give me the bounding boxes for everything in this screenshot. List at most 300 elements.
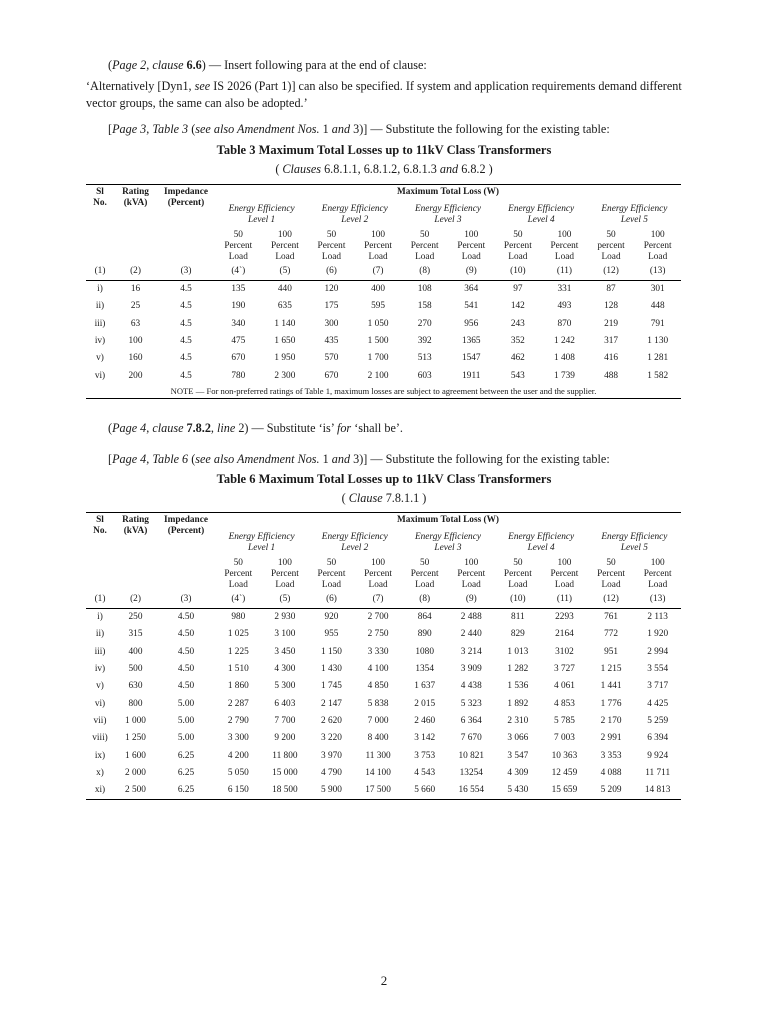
table-cell: 3 066 [507, 733, 529, 744]
table-cell: iv) [94, 336, 106, 347]
table-cell: 7 670 [460, 733, 482, 744]
table-cell: 12 459 [551, 767, 578, 778]
table-row [86, 678, 681, 695]
amendment-page4-clause782: (Page 4, clause 7.8.2, line 2) — Substitute ‘is’ for ‘shall be’. [108, 421, 403, 435]
table-cell: 4 200 [227, 750, 249, 761]
table6 [86, 512, 681, 800]
table-cell: 4.5 [180, 284, 192, 295]
column-number-row [86, 263, 681, 281]
table-cell: 2293 [555, 612, 574, 623]
table-cell: 493 [557, 301, 572, 312]
table-cell: 2 994 [647, 646, 669, 657]
table-cell: 301 [650, 284, 665, 295]
table-cell: 9 924 [647, 750, 669, 761]
column-number-cell: (9) [448, 591, 495, 609]
column-number-cell: (7) [355, 263, 402, 281]
table-cell: 1 050 [367, 318, 389, 329]
col-rating-header: Rating (kVA) [114, 513, 157, 592]
table-cell: 87 [606, 284, 616, 295]
table-cell: 4 088 [600, 767, 622, 778]
table-cell: 1 408 [553, 353, 575, 364]
table-cell: 1 650 [274, 336, 296, 347]
table-cell: 6.25 [177, 767, 195, 778]
table-note: NOTE — For non-preferred ratings of Table 1, maximum losses are subject to agreement between the user and the supplier. [86, 385, 681, 399]
table-cell: 3 214 [460, 646, 482, 657]
energy-efficiency-level-5: Energy Efficiency Level 5 [601, 532, 668, 553]
table-cell: 317 [604, 336, 619, 347]
table-cell: 4.5 [180, 301, 192, 312]
load-header-cell: 50 Percent Load [317, 230, 346, 262]
table-cell: 15 000 [272, 767, 298, 778]
energy-efficiency-level-3: Energy Efficiency Level 3 [414, 204, 481, 225]
table-cell: 3 300 [227, 733, 249, 744]
column-number-cell: (2) [114, 591, 157, 609]
col-rating-header: Rating (kVA) [114, 185, 157, 264]
column-number-cell: (10) [495, 591, 542, 609]
load-header-cell: 50 Percent Load [503, 230, 532, 262]
table-row [86, 644, 681, 661]
table-cell: 15 659 [541, 782, 588, 800]
table-cell: 1 776 [600, 698, 622, 709]
table-cell: 2 790 [227, 715, 249, 726]
col-impedance-header: Impedance (Percent) [157, 513, 215, 592]
table-cell: 1 510 [227, 664, 249, 675]
table-cell: 448 [650, 301, 665, 312]
column-number-cell: (3) [157, 263, 215, 281]
table-cell: 5.00 [177, 715, 195, 726]
table-cell: 955 [324, 629, 339, 640]
table-cell: 864 [417, 612, 432, 623]
energy-efficiency-level-1: Energy Efficiency Level 1 [228, 204, 295, 225]
table-cell: 16 554 [448, 782, 495, 800]
load-header-cell: 100 Percent Load [457, 558, 486, 590]
table-cell: 670 [231, 353, 246, 364]
table-cell: 488 [604, 370, 619, 381]
table-cell: 128 [604, 301, 619, 312]
table-cell: 1 250 [125, 733, 146, 744]
table-cell: 5 900 [308, 782, 355, 800]
table-cell: 1 860 [227, 681, 249, 692]
table-cell: 475 [231, 336, 246, 347]
table-cell: 1 582 [647, 370, 669, 381]
table-cell: 2 488 [460, 612, 482, 623]
column-number-cell: (8) [401, 591, 448, 609]
load-header-cell: 50 Percent Load [410, 230, 439, 262]
table-cell: 1 282 [507, 664, 529, 675]
table-cell: ix) [94, 750, 106, 761]
table-cell: 331 [557, 284, 572, 295]
table-cell: 4 438 [460, 681, 482, 692]
table-cell: 135 [231, 284, 246, 295]
table-cell: 1 950 [274, 353, 296, 364]
table-cell: 4 100 [367, 664, 389, 675]
table-cell: 5 209 [588, 782, 635, 800]
table-cell: 1 430 [321, 664, 342, 675]
table-row [86, 730, 681, 747]
table-cell: 9 200 [274, 733, 296, 744]
table-cell: 3 100 [274, 629, 296, 640]
table-cell: 364 [464, 284, 479, 295]
table-cell: 435 [324, 336, 339, 347]
table-cell: 1547 [461, 353, 481, 364]
table-cell: 11 711 [645, 767, 671, 778]
load-header-cell: 50 Percent Load [410, 558, 439, 590]
table-cell: 920 [324, 612, 339, 623]
table-cell: 4.5 [180, 336, 192, 347]
table-cell: 2 000 [125, 767, 146, 778]
load-header-cell: 50 Percent Load [597, 558, 625, 590]
table-cell: 1 150 [321, 646, 342, 657]
column-number-cell: (5) [262, 263, 309, 281]
table-cell: 1 920 [647, 629, 669, 640]
table-cell: 570 [324, 353, 339, 364]
table-cell: 6 364 [460, 715, 482, 726]
table-cell: 16 [130, 284, 141, 295]
table-cell: 4 850 [367, 681, 389, 692]
table-cell: 3 220 [321, 733, 342, 744]
column-number-cell: (13) [634, 263, 681, 281]
table-cell: 18 500 [262, 782, 309, 800]
table-cell: 4.50 [177, 681, 195, 692]
table-cell: 6 394 [647, 733, 669, 744]
table6-body [86, 609, 681, 800]
table-cell: 1 242 [553, 336, 575, 347]
table-cell: 1 745 [321, 681, 342, 692]
table-cell: 2 460 [414, 715, 436, 726]
table-cell: 811 [511, 612, 525, 623]
table-cell: 3 909 [460, 664, 482, 675]
energy-efficiency-level-2: Energy Efficiency Level 2 [321, 204, 388, 225]
table-cell: 1 281 [647, 353, 669, 364]
table-cell: iv) [94, 664, 106, 675]
table-cell: 340 [231, 318, 246, 329]
table-cell: 3102 [555, 646, 574, 657]
table-cell: 500 [128, 664, 143, 675]
table-cell: 2 113 [647, 612, 668, 623]
table-cell: 14 100 [365, 767, 391, 778]
table6-title: Table 6 Maximum Total Losses up to 11kV Class Transformers [216, 472, 552, 486]
table-cell: 1 013 [507, 646, 529, 657]
load-header-cell: 50 percent Load [597, 230, 625, 262]
table-row [86, 281, 681, 299]
table-cell: 158 [417, 301, 432, 312]
amendment-page4-table6: [Page 4, Table 6 (see also Amendment Nos. 1 and 3)] — Substitute the following for the existing table: [108, 452, 610, 466]
load-header-cell: 50 Percent Load [503, 558, 532, 590]
table-cell: 200 [128, 370, 143, 381]
table-cell: 1365 [461, 336, 481, 347]
table-cell: 5 259 [647, 715, 669, 726]
column-number-cell: (12) [588, 263, 635, 281]
table-cell: 800 [128, 698, 143, 709]
load-header-cell: 50 Percent Load [224, 558, 253, 590]
table-cell: v) [96, 681, 104, 692]
table-row [86, 661, 681, 678]
table-cell: 513 [417, 353, 432, 364]
table-cell: 4.5 [180, 318, 192, 329]
table-cell: 3 727 [553, 664, 575, 675]
max-total-loss-header: Maximum Total Loss (W) [215, 513, 681, 533]
table-cell: i) [97, 284, 103, 295]
table-cell: ii) [95, 629, 105, 640]
table-row [86, 333, 681, 350]
table-cell: 543 [510, 370, 525, 381]
table-cell: 1 000 [125, 715, 146, 726]
table-cell: 4.5 [180, 370, 192, 381]
table-cell: 780 [231, 370, 246, 381]
table-cell: 5.00 [177, 733, 195, 744]
table-cell: 635 [277, 301, 292, 312]
load-header-cell: 100 Percent Load [364, 558, 393, 590]
table-cell: 541 [464, 301, 479, 312]
load-header-cell: 100 Percent Load [550, 230, 579, 262]
table-cell: 791 [650, 318, 665, 329]
column-number-cell: (3) [157, 591, 215, 609]
table-cell: 1 441 [600, 681, 622, 692]
energy-efficiency-level-1: Energy Efficiency Level 1 [228, 532, 295, 553]
table-cell: 300 [324, 318, 339, 329]
table-cell: 190 [231, 301, 246, 312]
table-cell: 250 [128, 612, 143, 623]
load-header-cell: 100 Percent Load [457, 230, 486, 262]
amendment-page2-clause66: (Page 2, clause 6.6) — Insert following para at the end of clause: [108, 58, 427, 72]
table-row [86, 695, 681, 712]
load-header-cell: 100 Percent Load [270, 558, 299, 590]
table-cell: 17 500 [355, 782, 402, 800]
column-number-cell: (4`) [215, 263, 262, 281]
table-cell: 352 [510, 336, 525, 347]
table-cell: x) [96, 767, 104, 778]
table-cell: 3 450 [274, 646, 296, 657]
column-number-cell: (6) [308, 591, 355, 609]
table-row [86, 713, 681, 730]
table-cell: 2 991 [600, 733, 622, 744]
table-cell: 2164 [555, 629, 574, 640]
table-cell: 160 [128, 353, 143, 364]
table-cell: 2 170 [600, 715, 622, 726]
table-cell: 1 140 [274, 318, 296, 329]
table-cell: 1 739 [553, 370, 575, 381]
table3 [86, 184, 681, 399]
table-cell: 1 025 [227, 629, 249, 640]
table-cell: 829 [510, 629, 525, 640]
max-total-loss-header: Maximum Total Loss (W) [215, 185, 681, 205]
col-sl-header: Sl No. [86, 185, 114, 264]
table-cell: 11 300 [365, 750, 391, 761]
table-cell: 4 300 [274, 664, 296, 675]
column-number-cell: (13) [634, 591, 681, 609]
table-cell: 392 [417, 336, 432, 347]
column-number-cell: (6) [308, 263, 355, 281]
table-cell: 4 790 [321, 767, 342, 778]
column-number-cell: (12) [588, 591, 635, 609]
energy-efficiency-level-3: Energy Efficiency Level 3 [414, 532, 481, 553]
table-row [86, 765, 681, 782]
table-cell: 4.50 [177, 646, 195, 657]
table-cell: 416 [604, 353, 619, 364]
table6-clause: ( Clause 7.8.1.1 ) [341, 491, 427, 505]
table-cell: 5 838 [367, 698, 389, 709]
table-row [86, 609, 681, 627]
column-number-cell: (1) [86, 591, 114, 609]
table-cell: 3 547 [507, 750, 529, 761]
table-cell: 890 [417, 629, 432, 640]
table-cell: 1354 [415, 664, 434, 675]
table-cell: 4.5 [180, 353, 192, 364]
column-number-cell: (11) [541, 263, 588, 281]
vector-group-quote: ‘Alternatively [Dyn1, see IS 2026 (Part 1)] can also be specified. If system and application requirements demand different vector groups, the same can also be adopted.’ [86, 79, 682, 110]
table-row [86, 350, 681, 367]
column-number-cell: (11) [541, 591, 588, 609]
table-cell: 5 785 [553, 715, 575, 726]
table-cell: 462 [510, 353, 525, 364]
table-cell: 2 300 [274, 370, 296, 381]
table-cell: 2 440 [460, 629, 482, 640]
table-cell: 2 100 [367, 370, 389, 381]
table-cell: 1 892 [507, 698, 529, 709]
table-cell: vi) [94, 370, 106, 381]
table-cell: 2 700 [367, 612, 389, 623]
table-cell: 4.50 [177, 664, 195, 675]
table-cell: 6 403 [274, 698, 296, 709]
table-cell: 2 750 [367, 629, 389, 640]
table3-body [86, 281, 681, 399]
column-number-cell: (8) [401, 263, 448, 281]
table-row [86, 782, 681, 800]
table-cell: v) [96, 353, 104, 364]
amendment-page3-table3: [Page 3, Table 3 (see also Amendment Nos. 1 and 3)] — Substitute the following for the existing table: [108, 122, 610, 136]
table-cell: 400 [128, 646, 143, 657]
column-number-row [86, 591, 681, 609]
table-cell: 1 536 [507, 681, 529, 692]
table-cell: 7 000 [367, 715, 389, 726]
table-cell: 3 353 [600, 750, 622, 761]
table-cell: 5 430 [495, 782, 542, 800]
table-cell: 243 [510, 318, 525, 329]
table-cell: 951 [604, 646, 619, 657]
table-cell: 400 [371, 284, 386, 295]
table-cell: 108 [417, 284, 432, 295]
table-cell: 6 150 [215, 782, 262, 800]
table-cell: 2 310 [507, 715, 529, 726]
col-impedance-header: Impedance (Percent) [157, 185, 215, 264]
energy-efficiency-level-4: Energy Efficiency Level 4 [508, 532, 575, 553]
table-cell: 870 [557, 318, 572, 329]
table-cell: 175 [324, 301, 339, 312]
table-cell: 440 [277, 284, 292, 295]
table-cell: 97 [513, 284, 523, 295]
table-cell: 595 [371, 301, 386, 312]
load-header-cell: 100 Percent Load [364, 230, 393, 262]
column-number-cell: (2) [114, 263, 157, 281]
table-cell: 980 [231, 612, 246, 623]
load-header-cell: 100 Percent Load [643, 558, 672, 590]
table-cell: 315 [128, 629, 143, 640]
table-cell: 5 050 [227, 767, 249, 778]
table-cell: 5.00 [177, 698, 195, 709]
table-cell: 670 [324, 370, 339, 381]
table-cell: ii) [95, 301, 105, 312]
energy-efficiency-level-4: Energy Efficiency Level 4 [508, 204, 575, 225]
table-cell: 2 015 [414, 698, 436, 709]
table-cell: 5 660 [401, 782, 448, 800]
table-cell: 1 215 [600, 664, 622, 675]
table-cell: 3 142 [414, 733, 436, 744]
load-header-cell: 100 Percent Load [550, 558, 579, 590]
table-cell: 270 [417, 318, 432, 329]
table-cell: 219 [604, 318, 619, 329]
table-cell: 8 400 [367, 733, 389, 744]
table-row [86, 298, 681, 315]
table-cell: 5 323 [460, 698, 482, 709]
table-cell: 4 309 [507, 767, 529, 778]
column-number-cell: (10) [495, 263, 542, 281]
table-cell: 4 425 [647, 698, 669, 709]
page-number: 2 [380, 973, 388, 988]
table-cell: 1 600 [125, 750, 146, 761]
table-cell: 2 287 [227, 698, 249, 709]
column-number-cell: (1) [86, 263, 114, 281]
table-cell: 7 003 [553, 733, 575, 744]
table-cell: 4.50 [177, 612, 195, 623]
table-cell: 2 147 [321, 698, 342, 709]
table-cell: 13254 [459, 767, 483, 778]
column-number-cell: (5) [262, 591, 309, 609]
table-cell: 6.25 [177, 750, 195, 761]
table-cell: 3 717 [647, 681, 669, 692]
table3-title: Table 3 Maximum Total Losses up to 11kV Class Transformers [216, 143, 552, 157]
energy-efficiency-level-2: Energy Efficiency Level 2 [321, 532, 388, 553]
table-cell: 1080 [415, 646, 434, 657]
table-cell: 1 130 [647, 336, 669, 347]
table-cell: i) [97, 612, 103, 623]
table-cell: 1 700 [367, 353, 389, 364]
load-header-cell: 50 Percent Load [317, 558, 346, 590]
table-cell: iii) [94, 646, 106, 657]
table-cell: 3 330 [367, 646, 389, 657]
table-cell: 1 637 [414, 681, 436, 692]
table-row [86, 316, 681, 333]
table-cell: 120 [324, 284, 339, 295]
table-cell: 142 [510, 301, 525, 312]
table-cell: 2 500 [114, 782, 157, 800]
table-row [86, 747, 681, 764]
table-cell: xi) [86, 782, 114, 800]
table-cell: 761 [604, 612, 619, 623]
energy-efficiency-level-5: Energy Efficiency Level 5 [601, 204, 668, 225]
table-cell: 4 543 [414, 767, 436, 778]
table-cell: iii) [94, 318, 106, 329]
table3-clauses: ( Clauses 6.8.1.1, 6.8.1.2, 6.8.1.3 and 6.8.2 ) [275, 162, 493, 176]
table-cell: 7 700 [274, 715, 296, 726]
table-cell: 3 554 [647, 664, 669, 675]
column-number-cell: (9) [448, 263, 495, 281]
table-cell: 63 [130, 318, 141, 329]
table-cell: viii) [92, 733, 108, 744]
table-cell: 25 [130, 301, 141, 312]
table-cell: 4.50 [177, 629, 195, 640]
col-sl-header: Sl No. [86, 513, 114, 592]
table-cell: 14 813 [634, 782, 681, 800]
load-header-cell: 100 Percent Load [643, 230, 672, 262]
table-row [86, 367, 681, 384]
table-cell: vi) [94, 698, 106, 709]
table-cell: 100 [128, 336, 143, 347]
table-cell: 6.25 [157, 782, 215, 800]
table-cell: 3 970 [321, 750, 342, 761]
table-cell: 2 930 [274, 612, 296, 623]
column-number-cell: (4`) [215, 591, 262, 609]
table-cell: vii) [93, 715, 107, 726]
